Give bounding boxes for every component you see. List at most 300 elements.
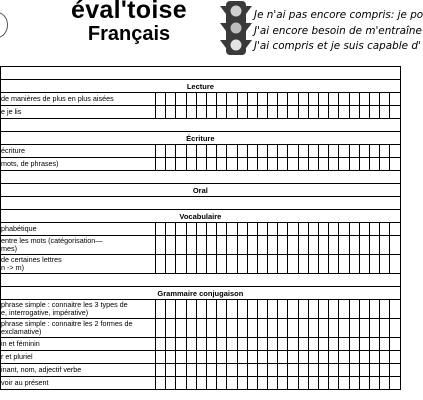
evaluation-cell[interactable] [237, 364, 247, 377]
evaluation-cell[interactable] [369, 236, 379, 255]
evaluation-cell[interactable] [349, 158, 359, 171]
evaluation-cell[interactable] [349, 377, 359, 390]
evaluation-cell[interactable] [186, 93, 196, 106]
evaluation-cell[interactable] [359, 351, 369, 364]
evaluation-cell[interactable] [176, 236, 186, 255]
evaluation-cell[interactable] [339, 106, 349, 119]
evaluation-cell[interactable] [359, 300, 369, 319]
evaluation-cell[interactable] [380, 93, 390, 106]
evaluation-cell[interactable] [349, 93, 359, 106]
evaluation-cell[interactable] [196, 93, 206, 106]
evaluation-cell[interactable] [247, 364, 257, 377]
evaluation-cell[interactable] [247, 255, 257, 274]
evaluation-cell[interactable] [186, 223, 196, 236]
evaluation-cell[interactable] [247, 351, 257, 364]
evaluation-cell[interactable] [380, 223, 390, 236]
evaluation-cell[interactable] [369, 377, 379, 390]
evaluation-cell[interactable] [278, 300, 288, 319]
evaluation-cell[interactable] [196, 158, 206, 171]
evaluation-cell[interactable] [186, 338, 196, 351]
evaluation-cell[interactable] [369, 319, 379, 338]
evaluation-cell[interactable] [319, 255, 329, 274]
evaluation-cell[interactable] [359, 255, 369, 274]
evaluation-cell[interactable] [268, 106, 278, 119]
evaluation-cell[interactable] [308, 319, 318, 338]
evaluation-cell[interactable] [390, 377, 400, 390]
evaluation-cell[interactable] [237, 255, 247, 274]
evaluation-cell[interactable] [298, 364, 308, 377]
evaluation-cell[interactable] [268, 351, 278, 364]
evaluation-cell[interactable] [206, 93, 216, 106]
evaluation-cell[interactable] [319, 351, 329, 364]
evaluation-cell[interactable] [329, 93, 339, 106]
evaluation-cell[interactable] [380, 300, 390, 319]
evaluation-cell[interactable] [349, 255, 359, 274]
evaluation-cell[interactable] [237, 351, 247, 364]
evaluation-cell[interactable] [308, 351, 318, 364]
evaluation-cell[interactable] [237, 300, 247, 319]
evaluation-cell[interactable] [217, 319, 227, 338]
evaluation-cell[interactable] [217, 338, 227, 351]
evaluation-cell[interactable] [349, 351, 359, 364]
evaluation-cell[interactable] [288, 106, 298, 119]
evaluation-cell[interactable] [206, 145, 216, 158]
evaluation-cell[interactable] [166, 338, 176, 351]
evaluation-cell[interactable] [359, 364, 369, 377]
evaluation-cell[interactable] [349, 300, 359, 319]
evaluation-cell[interactable] [257, 145, 267, 158]
evaluation-cell[interactable] [166, 255, 176, 274]
evaluation-cell[interactable] [176, 300, 186, 319]
evaluation-cell[interactable] [369, 145, 379, 158]
evaluation-cell[interactable] [390, 300, 400, 319]
evaluation-cell[interactable] [247, 106, 257, 119]
evaluation-cell[interactable] [206, 319, 216, 338]
evaluation-cell[interactable] [196, 364, 206, 377]
evaluation-cell[interactable] [319, 319, 329, 338]
evaluation-cell[interactable] [278, 338, 288, 351]
evaluation-cell[interactable] [288, 236, 298, 255]
evaluation-cell[interactable] [156, 364, 166, 377]
evaluation-cell[interactable] [156, 319, 166, 338]
evaluation-cell[interactable] [390, 106, 400, 119]
evaluation-cell[interactable] [349, 236, 359, 255]
evaluation-cell[interactable] [176, 93, 186, 106]
evaluation-cell[interactable] [329, 255, 339, 274]
evaluation-cell[interactable] [308, 255, 318, 274]
evaluation-cell[interactable] [319, 93, 329, 106]
evaluation-cell[interactable] [369, 351, 379, 364]
evaluation-cell[interactable] [217, 300, 227, 319]
evaluation-cell[interactable] [176, 158, 186, 171]
evaluation-cell[interactable] [319, 300, 329, 319]
evaluation-cell[interactable] [349, 223, 359, 236]
evaluation-cell[interactable] [247, 93, 257, 106]
evaluation-cell[interactable] [227, 93, 237, 106]
evaluation-cell[interactable] [206, 106, 216, 119]
evaluation-cell[interactable] [380, 106, 390, 119]
evaluation-cell[interactable] [288, 255, 298, 274]
evaluation-cell[interactable] [369, 158, 379, 171]
evaluation-cell[interactable] [278, 145, 288, 158]
evaluation-cell[interactable] [390, 338, 400, 351]
evaluation-cell[interactable] [308, 145, 318, 158]
evaluation-cell[interactable] [166, 106, 176, 119]
evaluation-cell[interactable] [288, 300, 298, 319]
evaluation-cell[interactable] [166, 351, 176, 364]
evaluation-cell[interactable] [329, 223, 339, 236]
evaluation-cell[interactable] [217, 158, 227, 171]
evaluation-cell[interactable] [176, 377, 186, 390]
evaluation-cell[interactable] [156, 106, 166, 119]
evaluation-cell[interactable] [247, 158, 257, 171]
evaluation-cell[interactable] [380, 255, 390, 274]
evaluation-cell[interactable] [329, 319, 339, 338]
evaluation-cell[interactable] [156, 377, 166, 390]
evaluation-cell[interactable] [380, 364, 390, 377]
evaluation-cell[interactable] [278, 158, 288, 171]
evaluation-cell[interactable] [268, 319, 278, 338]
evaluation-cell[interactable] [359, 236, 369, 255]
evaluation-cell[interactable] [257, 158, 267, 171]
evaluation-cell[interactable] [227, 300, 237, 319]
evaluation-cell[interactable] [278, 319, 288, 338]
evaluation-cell[interactable] [196, 338, 206, 351]
evaluation-cell[interactable] [298, 338, 308, 351]
evaluation-cell[interactable] [257, 223, 267, 236]
evaluation-cell[interactable] [237, 236, 247, 255]
evaluation-cell[interactable] [217, 364, 227, 377]
evaluation-cell[interactable] [247, 300, 257, 319]
evaluation-cell[interactable] [390, 223, 400, 236]
evaluation-cell[interactable] [166, 300, 176, 319]
evaluation-cell[interactable] [166, 319, 176, 338]
evaluation-cell[interactable] [329, 300, 339, 319]
evaluation-cell[interactable] [227, 145, 237, 158]
evaluation-cell[interactable] [176, 106, 186, 119]
evaluation-cell[interactable] [308, 158, 318, 171]
evaluation-cell[interactable] [247, 338, 257, 351]
evaluation-cell[interactable] [176, 319, 186, 338]
evaluation-cell[interactable] [369, 223, 379, 236]
evaluation-cell[interactable] [237, 158, 247, 171]
evaluation-cell[interactable] [257, 338, 267, 351]
evaluation-cell[interactable] [308, 106, 318, 119]
evaluation-cell[interactable] [278, 377, 288, 390]
evaluation-cell[interactable] [298, 255, 308, 274]
evaluation-cell[interactable] [217, 93, 227, 106]
evaluation-cell[interactable] [339, 300, 349, 319]
evaluation-cell[interactable] [308, 236, 318, 255]
evaluation-cell[interactable] [196, 223, 206, 236]
evaluation-cell[interactable] [359, 93, 369, 106]
evaluation-cell[interactable] [298, 319, 308, 338]
evaluation-cell[interactable] [278, 223, 288, 236]
evaluation-cell[interactable] [329, 158, 339, 171]
evaluation-cell[interactable] [268, 145, 278, 158]
evaluation-cell[interactable] [186, 319, 196, 338]
evaluation-cell[interactable] [349, 364, 359, 377]
evaluation-cell[interactable] [196, 255, 206, 274]
evaluation-cell[interactable] [288, 364, 298, 377]
evaluation-cell[interactable] [298, 236, 308, 255]
evaluation-cell[interactable] [156, 158, 166, 171]
evaluation-cell[interactable] [186, 236, 196, 255]
evaluation-cell[interactable] [196, 351, 206, 364]
evaluation-cell[interactable] [298, 158, 308, 171]
evaluation-cell[interactable] [359, 106, 369, 119]
evaluation-cell[interactable] [278, 106, 288, 119]
evaluation-cell[interactable] [380, 236, 390, 255]
evaluation-cell[interactable] [380, 338, 390, 351]
evaluation-cell[interactable] [257, 364, 267, 377]
evaluation-cell[interactable] [186, 145, 196, 158]
evaluation-cell[interactable] [206, 377, 216, 390]
evaluation-cell[interactable] [319, 236, 329, 255]
evaluation-cell[interactable] [268, 338, 278, 351]
evaluation-cell[interactable] [166, 145, 176, 158]
evaluation-cell[interactable] [247, 223, 257, 236]
evaluation-cell[interactable] [247, 319, 257, 338]
evaluation-cell[interactable] [237, 223, 247, 236]
evaluation-cell[interactable] [319, 377, 329, 390]
evaluation-cell[interactable] [359, 377, 369, 390]
evaluation-cell[interactable] [319, 158, 329, 171]
evaluation-cell[interactable] [227, 377, 237, 390]
evaluation-cell[interactable] [278, 236, 288, 255]
evaluation-cell[interactable] [217, 255, 227, 274]
evaluation-cell[interactable] [196, 300, 206, 319]
evaluation-cell[interactable] [329, 106, 339, 119]
evaluation-cell[interactable] [227, 351, 237, 364]
evaluation-cell[interactable] [390, 93, 400, 106]
evaluation-cell[interactable] [227, 223, 237, 236]
evaluation-cell[interactable] [186, 158, 196, 171]
evaluation-cell[interactable] [278, 255, 288, 274]
evaluation-cell[interactable] [288, 377, 298, 390]
evaluation-cell[interactable] [278, 364, 288, 377]
evaluation-cell[interactable] [298, 145, 308, 158]
evaluation-cell[interactable] [390, 236, 400, 255]
evaluation-cell[interactable] [268, 255, 278, 274]
evaluation-cell[interactable] [339, 351, 349, 364]
evaluation-cell[interactable] [298, 300, 308, 319]
evaluation-cell[interactable] [390, 145, 400, 158]
evaluation-cell[interactable] [288, 93, 298, 106]
evaluation-cell[interactable] [380, 145, 390, 158]
evaluation-cell[interactable] [359, 338, 369, 351]
evaluation-cell[interactable] [206, 338, 216, 351]
evaluation-cell[interactable] [278, 351, 288, 364]
evaluation-cell[interactable] [227, 236, 237, 255]
evaluation-cell[interactable] [176, 255, 186, 274]
evaluation-cell[interactable] [380, 377, 390, 390]
evaluation-cell[interactable] [217, 145, 227, 158]
evaluation-cell[interactable] [369, 255, 379, 274]
evaluation-cell[interactable] [166, 377, 176, 390]
evaluation-cell[interactable] [380, 319, 390, 338]
evaluation-cell[interactable] [369, 364, 379, 377]
evaluation-cell[interactable] [247, 145, 257, 158]
evaluation-cell[interactable] [257, 351, 267, 364]
evaluation-cell[interactable] [339, 145, 349, 158]
evaluation-cell[interactable] [268, 93, 278, 106]
evaluation-cell[interactable] [319, 223, 329, 236]
evaluation-cell[interactable] [308, 338, 318, 351]
evaluation-cell[interactable] [288, 338, 298, 351]
evaluation-cell[interactable] [369, 93, 379, 106]
evaluation-cell[interactable] [298, 93, 308, 106]
evaluation-cell[interactable] [166, 364, 176, 377]
evaluation-cell[interactable] [227, 255, 237, 274]
evaluation-cell[interactable] [349, 145, 359, 158]
evaluation-cell[interactable] [156, 338, 166, 351]
evaluation-cell[interactable] [288, 158, 298, 171]
evaluation-cell[interactable] [186, 106, 196, 119]
evaluation-cell[interactable] [206, 300, 216, 319]
evaluation-cell[interactable] [268, 158, 278, 171]
evaluation-cell[interactable] [349, 338, 359, 351]
evaluation-cell[interactable] [227, 106, 237, 119]
evaluation-cell[interactable] [349, 106, 359, 119]
evaluation-cell[interactable] [196, 145, 206, 158]
evaluation-cell[interactable] [257, 255, 267, 274]
evaluation-cell[interactable] [156, 255, 166, 274]
evaluation-cell[interactable] [237, 377, 247, 390]
evaluation-cell[interactable] [186, 364, 196, 377]
evaluation-cell[interactable] [349, 319, 359, 338]
evaluation-cell[interactable] [257, 93, 267, 106]
evaluation-cell[interactable] [237, 106, 247, 119]
evaluation-cell[interactable] [339, 93, 349, 106]
evaluation-cell[interactable] [268, 223, 278, 236]
evaluation-cell[interactable] [339, 236, 349, 255]
evaluation-cell[interactable] [298, 351, 308, 364]
evaluation-cell[interactable] [329, 351, 339, 364]
evaluation-cell[interactable] [206, 351, 216, 364]
evaluation-cell[interactable] [359, 158, 369, 171]
evaluation-cell[interactable] [166, 223, 176, 236]
evaluation-cell[interactable] [217, 351, 227, 364]
evaluation-cell[interactable] [217, 106, 227, 119]
evaluation-cell[interactable] [237, 319, 247, 338]
evaluation-cell[interactable] [176, 364, 186, 377]
evaluation-cell[interactable] [369, 300, 379, 319]
evaluation-cell[interactable] [257, 236, 267, 255]
evaluation-cell[interactable] [298, 106, 308, 119]
evaluation-cell[interactable] [217, 236, 227, 255]
evaluation-cell[interactable] [288, 223, 298, 236]
evaluation-cell[interactable] [156, 351, 166, 364]
evaluation-cell[interactable] [278, 93, 288, 106]
evaluation-cell[interactable] [176, 351, 186, 364]
evaluation-cell[interactable] [339, 158, 349, 171]
evaluation-cell[interactable] [186, 377, 196, 390]
evaluation-cell[interactable] [380, 351, 390, 364]
evaluation-cell[interactable] [217, 377, 227, 390]
evaluation-cell[interactable] [369, 338, 379, 351]
evaluation-cell[interactable] [227, 158, 237, 171]
evaluation-cell[interactable] [288, 145, 298, 158]
evaluation-cell[interactable] [329, 338, 339, 351]
evaluation-cell[interactable] [186, 255, 196, 274]
evaluation-cell[interactable] [247, 236, 257, 255]
evaluation-cell[interactable] [156, 93, 166, 106]
evaluation-cell[interactable] [166, 93, 176, 106]
evaluation-cell[interactable] [186, 351, 196, 364]
evaluation-cell[interactable] [227, 319, 237, 338]
evaluation-cell[interactable] [390, 158, 400, 171]
evaluation-cell[interactable] [390, 319, 400, 338]
evaluation-cell[interactable] [298, 223, 308, 236]
evaluation-cell[interactable] [196, 106, 206, 119]
evaluation-cell[interactable] [156, 145, 166, 158]
evaluation-cell[interactable] [319, 106, 329, 119]
evaluation-cell[interactable] [196, 377, 206, 390]
evaluation-cell[interactable] [156, 223, 166, 236]
evaluation-cell[interactable] [339, 319, 349, 338]
evaluation-cell[interactable] [308, 364, 318, 377]
evaluation-cell[interactable] [227, 364, 237, 377]
evaluation-cell[interactable] [257, 319, 267, 338]
evaluation-cell[interactable] [308, 223, 318, 236]
evaluation-cell[interactable] [339, 377, 349, 390]
evaluation-cell[interactable] [359, 223, 369, 236]
evaluation-cell[interactable] [268, 377, 278, 390]
evaluation-cell[interactable] [176, 338, 186, 351]
evaluation-cell[interactable] [206, 364, 216, 377]
evaluation-cell[interactable] [156, 300, 166, 319]
evaluation-cell[interactable] [206, 158, 216, 171]
evaluation-cell[interactable] [319, 364, 329, 377]
evaluation-cell[interactable] [329, 377, 339, 390]
evaluation-cell[interactable] [319, 145, 329, 158]
evaluation-cell[interactable] [206, 255, 216, 274]
evaluation-cell[interactable] [390, 351, 400, 364]
evaluation-cell[interactable] [359, 145, 369, 158]
evaluation-cell[interactable] [319, 338, 329, 351]
evaluation-cell[interactable] [166, 158, 176, 171]
evaluation-cell[interactable] [329, 364, 339, 377]
evaluation-cell[interactable] [268, 300, 278, 319]
evaluation-cell[interactable] [247, 377, 257, 390]
evaluation-cell[interactable] [176, 145, 186, 158]
evaluation-cell[interactable] [339, 223, 349, 236]
evaluation-cell[interactable] [206, 236, 216, 255]
evaluation-cell[interactable] [206, 223, 216, 236]
evaluation-cell[interactable] [329, 145, 339, 158]
evaluation-cell[interactable] [308, 300, 318, 319]
evaluation-cell[interactable] [156, 236, 166, 255]
evaluation-cell[interactable] [369, 106, 379, 119]
evaluation-cell[interactable] [217, 223, 227, 236]
evaluation-cell[interactable] [227, 338, 237, 351]
evaluation-cell[interactable] [339, 255, 349, 274]
evaluation-cell[interactable] [196, 236, 206, 255]
evaluation-cell[interactable] [196, 319, 206, 338]
evaluation-cell[interactable] [237, 93, 247, 106]
evaluation-cell[interactable] [380, 158, 390, 171]
evaluation-cell[interactable] [288, 319, 298, 338]
evaluation-cell[interactable] [237, 338, 247, 351]
evaluation-cell[interactable] [339, 338, 349, 351]
evaluation-cell[interactable] [257, 106, 267, 119]
evaluation-cell[interactable] [257, 300, 267, 319]
evaluation-cell[interactable] [237, 145, 247, 158]
evaluation-cell[interactable] [176, 223, 186, 236]
evaluation-cell[interactable] [268, 364, 278, 377]
evaluation-cell[interactable] [390, 255, 400, 274]
